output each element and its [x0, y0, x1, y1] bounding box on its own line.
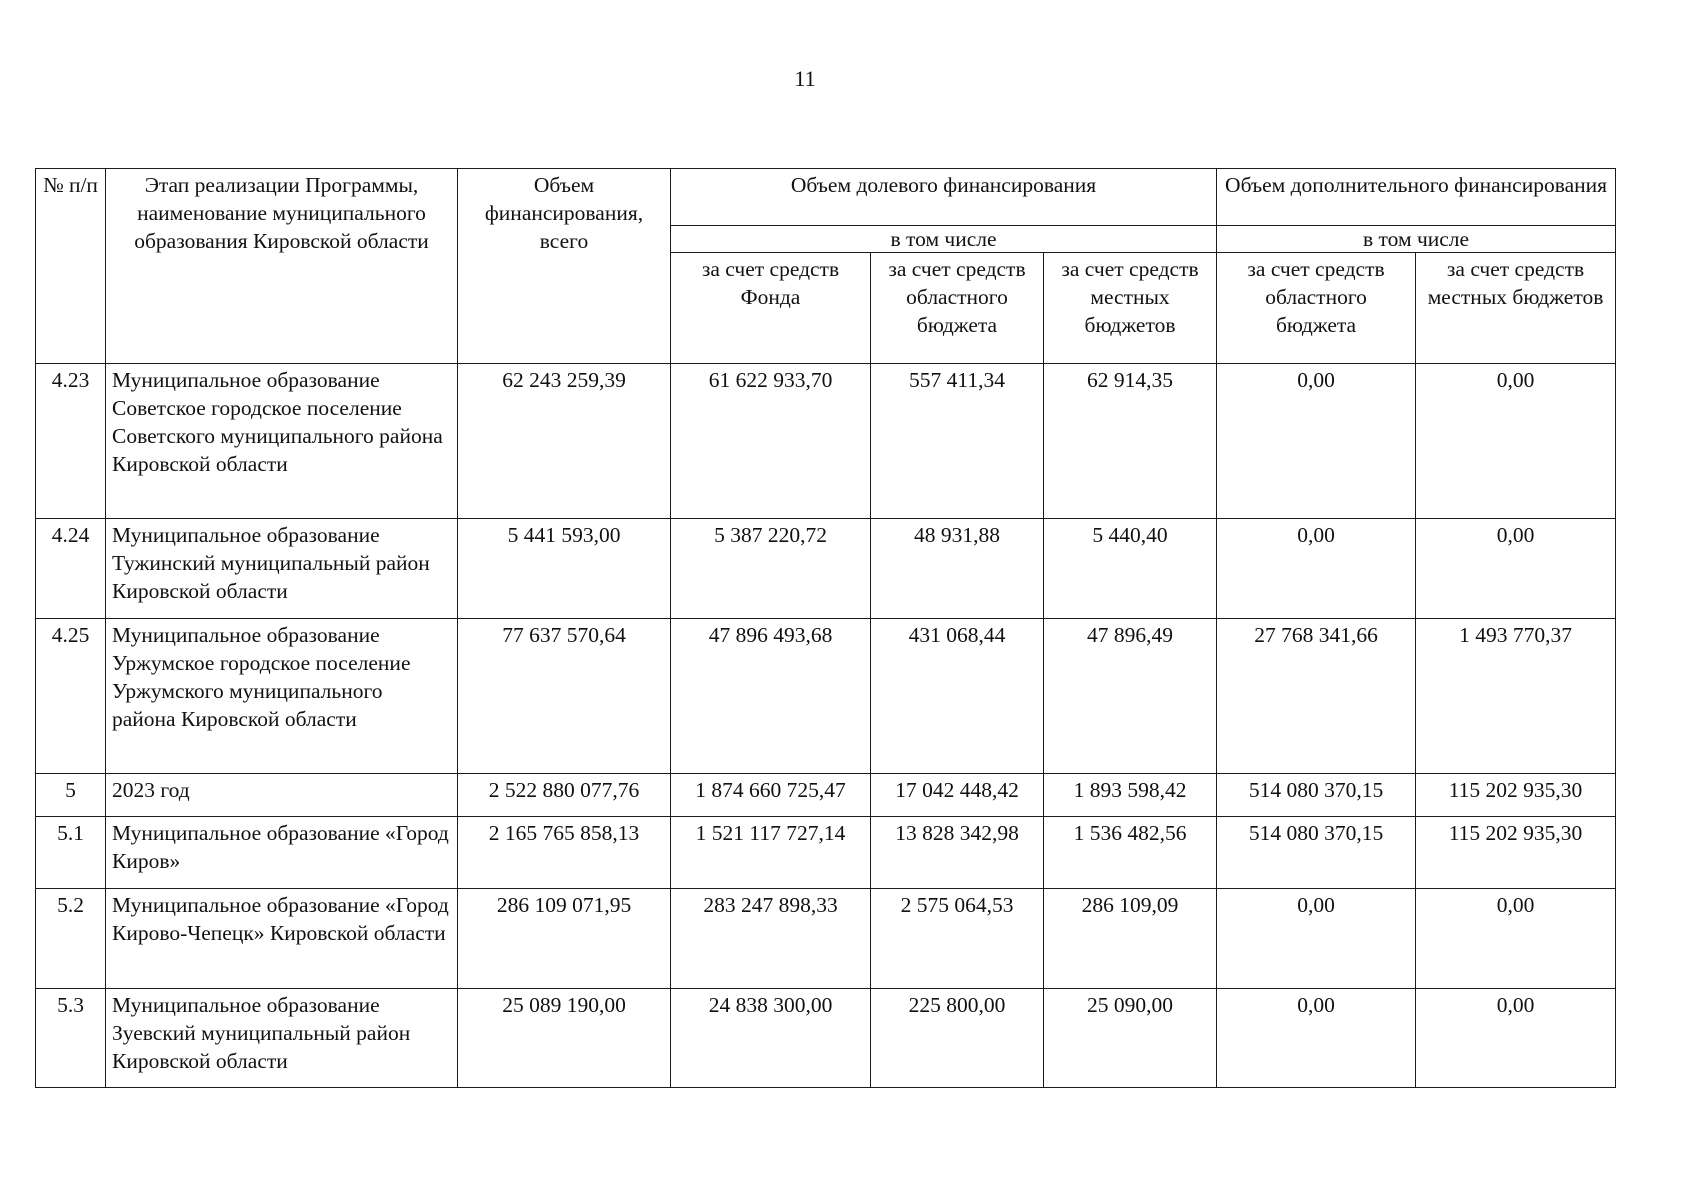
row-add-regional: 0,00 — [1217, 519, 1416, 619]
row-add-local: 0,00 — [1416, 519, 1616, 619]
row-name: Муниципальное образование Тужинский муниципальный район Кировской области — [106, 519, 458, 619]
header-local: за счет средств местных бюджетов — [1044, 253, 1217, 364]
row-total: 5 441 593,00 — [458, 519, 671, 619]
row-name: Муниципальное образование «Город Киров» — [106, 817, 458, 889]
row-num: 5 — [36, 774, 106, 817]
row-num: 5.3 — [36, 989, 106, 1088]
row-num: 4.24 — [36, 519, 106, 619]
row-regional: 17 042 448,42 — [871, 774, 1044, 817]
row-regional: 557 411,34 — [871, 364, 1044, 519]
row-fund: 61 622 933,70 — [671, 364, 871, 519]
row-name: Муниципальное образование Советское городское поселение Советского муниципального района Кировской области — [106, 364, 458, 519]
row-add-regional: 0,00 — [1217, 364, 1416, 519]
row-name: Муниципальное образование Зуевский муниципальный район Кировской области — [106, 989, 458, 1088]
table-row — [36, 519, 1616, 619]
row-add-regional: 514 080 370,15 — [1217, 774, 1416, 817]
row-local: 5 440,40 — [1044, 519, 1217, 619]
row-total: 286 109 071,95 — [458, 889, 671, 989]
header-fund: за счет средств Фонда — [671, 253, 871, 364]
row-total: 2 522 880 077,76 — [458, 774, 671, 817]
row-add-local: 115 202 935,30 — [1416, 774, 1616, 817]
row-name: 2023 год — [106, 774, 458, 817]
row-num: 4.23 — [36, 364, 106, 519]
row-local: 1 893 598,42 — [1044, 774, 1217, 817]
row-total: 25 089 190,00 — [458, 989, 671, 1088]
table-row — [36, 619, 1616, 774]
financing-table — [35, 168, 1616, 1088]
row-local: 286 109,09 — [1044, 889, 1217, 989]
table-row — [36, 364, 1616, 519]
row-name: Муниципальное образование Уржумское городское поселение Уржумского муниципального района Кировской области — [106, 619, 458, 774]
row-add-local: 1 493 770,37 — [1416, 619, 1616, 774]
row-add-local: 0,00 — [1416, 364, 1616, 519]
table-row — [36, 889, 1616, 989]
row-name: Муниципальное образование «Город Кирово-Чепецк» Кировской области — [106, 889, 458, 989]
row-num: 5.2 — [36, 889, 106, 989]
row-local: 1 536 482,56 — [1044, 817, 1217, 889]
table-row — [36, 989, 1616, 1088]
header-including-shared: в том числе — [671, 226, 1217, 253]
row-fund: 1 874 660 725,47 — [671, 774, 871, 817]
page-number: 11 — [794, 66, 816, 91]
row-local: 47 896,49 — [1044, 619, 1217, 774]
header-total: Объем финансирования, всего — [458, 169, 671, 364]
table-row — [36, 817, 1616, 889]
row-total: 62 243 259,39 — [458, 364, 671, 519]
row-regional: 225 800,00 — [871, 989, 1044, 1088]
header-shared-group: Объем долевого финансирования — [671, 169, 1217, 226]
row-regional: 48 931,88 — [871, 519, 1044, 619]
row-add-regional: 0,00 — [1217, 989, 1416, 1088]
header-num: № п/п — [36, 169, 106, 364]
row-local: 25 090,00 — [1044, 989, 1217, 1088]
header-additional-group: Объем дополнительного финансирования — [1217, 169, 1616, 226]
row-fund: 5 387 220,72 — [671, 519, 871, 619]
row-regional: 431 068,44 — [871, 619, 1044, 774]
row-num: 4.25 — [36, 619, 106, 774]
header-regional: за счет средств областного бюджета — [871, 253, 1044, 364]
row-regional: 2 575 064,53 — [871, 889, 1044, 989]
row-local: 62 914,35 — [1044, 364, 1217, 519]
header-add-regional: за счет средств областного бюджета — [1217, 253, 1416, 364]
header-stage: Этап реализации Программы, наименование муниципального образования Кировской области — [106, 169, 458, 364]
header-add-local: за счет средств местных бюджетов — [1416, 253, 1616, 364]
row-add-local: 115 202 935,30 — [1416, 817, 1616, 889]
row-total: 77 637 570,64 — [458, 619, 671, 774]
row-regional: 13 828 342,98 — [871, 817, 1044, 889]
row-add-local: 0,00 — [1416, 889, 1616, 989]
row-fund: 47 896 493,68 — [671, 619, 871, 774]
row-add-local: 0,00 — [1416, 989, 1616, 1088]
header-row-1 — [36, 169, 1616, 226]
row-fund: 24 838 300,00 — [671, 989, 871, 1088]
row-add-regional: 27 768 341,66 — [1217, 619, 1416, 774]
row-num: 5.1 — [36, 817, 106, 889]
row-fund: 283 247 898,33 — [671, 889, 871, 989]
row-add-regional: 0,00 — [1217, 889, 1416, 989]
row-total: 2 165 765 858,13 — [458, 817, 671, 889]
header-including-additional: в том числе — [1217, 226, 1616, 253]
row-add-regional: 514 080 370,15 — [1217, 817, 1416, 889]
table-row — [36, 774, 1616, 817]
row-fund: 1 521 117 727,14 — [671, 817, 871, 889]
